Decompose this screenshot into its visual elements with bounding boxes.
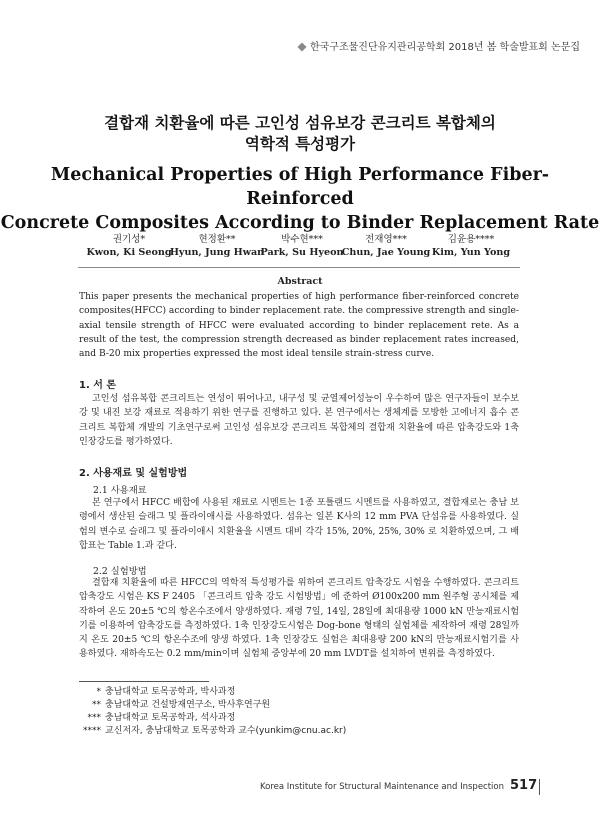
author-name-ko: 박수현*** <box>281 234 323 245</box>
english-title <box>0 163 600 235</box>
footnote-text: 충남대학교 토목공학과, 박사과정 <box>105 687 236 697</box>
footnote-mark: * <box>96 687 101 697</box>
footnote <box>79 699 346 712</box>
english-title-line2: Concrete Composites According to Binder Replacement Rate <box>0 213 600 233</box>
page-number: 517 <box>510 778 538 793</box>
korean-title <box>0 112 600 154</box>
header-logo-icon <box>297 42 306 51</box>
english-title-line1: Mechanical Properties of High Performance Fiber-Reinforced <box>50 165 550 209</box>
running-header <box>298 38 580 53</box>
author-name-en: Kim, Yun Yong <box>431 246 511 258</box>
footnote-mark: *** <box>87 713 101 723</box>
footnote-text: 충남대학교 건설방재연구소, 박사후연구원 <box>105 700 271 710</box>
author-divider <box>78 267 520 268</box>
footnote-mark: **** <box>83 726 101 736</box>
abstract-heading: Abstract <box>277 276 323 287</box>
korean-title-line1: 결합재 치환율에 따른 고인성 섬유보강 콘크리트 복합체의 <box>104 113 496 132</box>
footnotes <box>79 686 346 738</box>
subsection-2-2-text: 결합재 치환율에 따른 HFCC의 역학적 특성평가를 위하여 콘크리트 압축강도 시험을 수행하였다. 콘크리트 압축강도 시험은 KS F 2405 「콘크리트 압축 강도 시험방법」에 준하여 Ø100x200 mm 원주형 공시체를 제작하여 온도 20±5 ℃의 항온수조에서 양생하였다. 재령 7일, 14일, 28일에 최대용량 1000 kN 만능재료시험기를 이용하여 압축강도를 측정하였다. 1축 인장강도시험은 Dog-bone 형태의 실험체를 제작하여 재령 28일까지 온도 20±5 ℃의 항온수조에 양생 하였다. 1축 인장강도 실험은 최대용량 200 kN의 만능재료시험기를 사용하였다. 재하속도는 0.2 mm/min이며 실험체 중앙부에 20 mm LVDT를 설치하여 변위를 측정하였다. <box>79 578 519 660</box>
korean-title-line2: 역학적 특성평가 <box>244 134 356 153</box>
abstract-text: This paper presents the mechanical properties of high performance fiber-reinforced concrete composites(HFCC) according to binder replacement rate. the compressive strength and single-axial tensile strength of HFCC were evaluated according to binder replacement rete. As a result of the test, the compression strength decreased as binder replacement rates increased, and B-20 mix properties expressed the most ideal tensile strain-stress curve. <box>79 292 519 360</box>
footnote <box>79 725 346 738</box>
author-name-en: Hyun, Jung Hwan <box>169 246 265 258</box>
footnote <box>79 712 346 725</box>
subsection-2-1-heading: 2.1 사용재료 <box>93 485 147 496</box>
subsection-2-1-text: 본 연구에서 HFCC 배합에 사용된 재료로 시멘트는 1종 포틀랜드 시멘트를 사용하였고, 결합재로는 충남 보령에서 생산된 슬래그 및 플라이애시를 사용하였다. 섬유는 일본 K사의 12 mm PVA 단섬유를 사용하였다. 실험의 변수로 슬래그 및 플라이애시 치환율을 시멘트 대비 각각 15%, 20%, 25%, 30% 로 치환하였으며, 그 배합표는 Table 1.과 같다. <box>79 498 519 551</box>
author-name-en: Chun, Jae Young <box>341 246 431 258</box>
footnote-text: 충남대학교 토목공학과, 석사과정 <box>105 713 236 723</box>
author-name-ko: 권기성* <box>112 234 146 245</box>
author-name-en: Park, Su Hyeon <box>260 246 344 258</box>
author-name-ko: 현정환** <box>198 234 236 245</box>
author-name-ko: 전재영*** <box>365 234 407 245</box>
footnote-mark: ** <box>92 700 101 710</box>
author-name-ko: 김윤용**** <box>447 234 495 245</box>
footer-society-name: Korea Institute for Structural Maintenance and Inspection <box>260 782 504 792</box>
subsection-2-2-heading: 2.2 실험방법 <box>93 566 147 577</box>
page-number-bar <box>539 779 540 795</box>
author-name-en: Kwon, Ki Seong <box>86 246 172 258</box>
running-header-text: 한국구조물진단유지관리공학회 2018년 봄 학술발표회 논문집 <box>309 42 580 53</box>
footnote-divider <box>79 681 209 682</box>
footnote <box>79 686 346 699</box>
section-1-heading: 1. 서 론 <box>79 380 117 391</box>
section-2-heading: 2. 사용재료 및 실험방법 <box>79 468 188 479</box>
author-5 <box>411 234 531 259</box>
section-1-text: 고인성 섬유복합 콘크리트는 연성이 뛰어나고, 내구성 및 균열제어성능이 우수하여 많은 연구자들이 보수보강 및 내진 보강 재료로 적용하기 위한 연구를 진행하고 있다. 본 연구에서는 생체계를 모방한 고에너지 흡수 콘크리트 복합체 개발의 기초연구로써 고인성 섬유보강 콘크리트 복합체의 결합재 치환율에 따른 압축강도와 1축 인장강도를 평가하였다. <box>79 394 519 447</box>
footnote-text: 교신저자, 충남대학교 토목공학과 교수(yunkim@cnu.ac.kr) <box>105 726 347 736</box>
